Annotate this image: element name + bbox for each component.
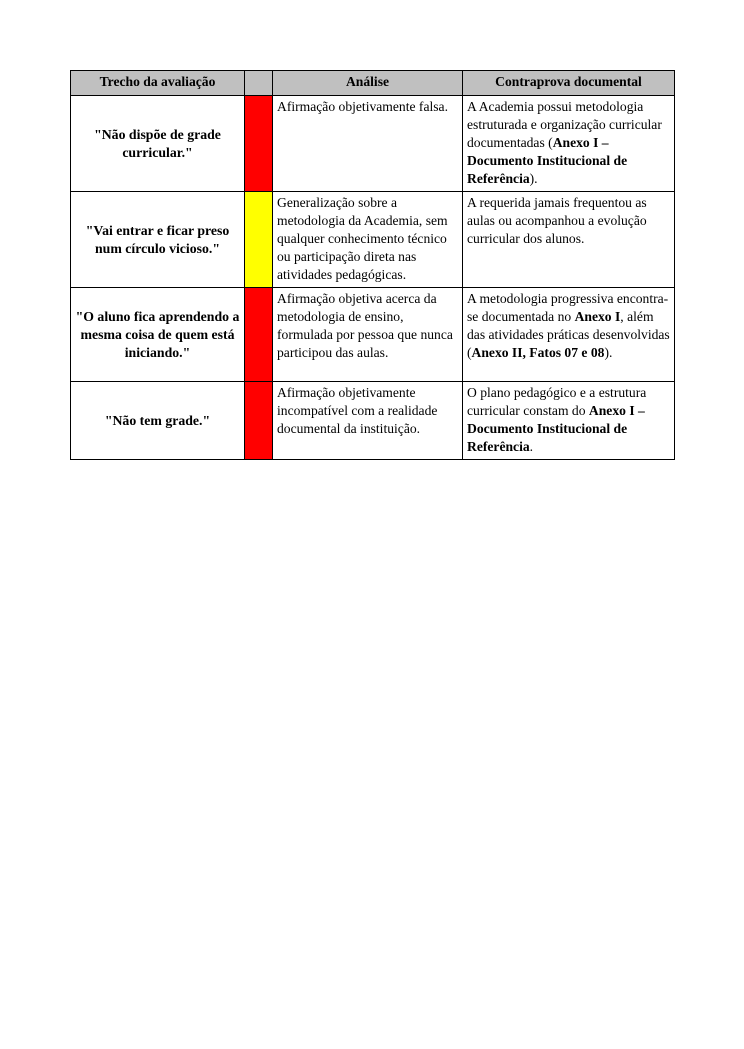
header-analise: Análise [273, 71, 463, 96]
document-reference: Anexo I – Documento Institucional de Referência [467, 135, 628, 186]
contraprova-text: . [529, 439, 534, 454]
header-indicator [245, 71, 273, 96]
trecho-cell: "Não dispõe de grade curricular." [71, 96, 245, 192]
table-row [71, 192, 675, 288]
table-row [71, 288, 675, 382]
analise-cell: Afirmação objetiva acerca da metodologia de ensino, formulada por pessoa que nunca participou das aulas. [273, 288, 463, 382]
contraprova-cell [463, 288, 675, 382]
header-trecho: Trecho da avaliação [71, 71, 245, 96]
trecho-cell: "Vai entrar e ficar preso num círculo vicioso." [71, 192, 245, 288]
contraprova-text: ). [529, 171, 538, 186]
contraprova-text: O plano pedagógico e a estrutura curricular constam do [467, 385, 647, 418]
evaluation-table [70, 70, 675, 460]
document-reference: Anexo I – Documento Institucional de Referência [467, 403, 645, 454]
contraprova-text: A metodologia progressiva encontra-se documentada no [467, 291, 669, 324]
indicator-cell [245, 382, 273, 460]
contraprova-text: A Academia possui metodologia estruturada e organização curricular documentadas ( [467, 99, 662, 150]
header-contraprova: Contraprova documental [463, 71, 675, 96]
document-reference: Anexo II, Fatos 07 e 08 [471, 345, 605, 360]
table-row [71, 96, 675, 192]
contraprova-text: A requerida jamais frequentou as aulas ou acompanhou a evolução curricular dos alunos. [467, 195, 647, 246]
document-reference: Anexo I [574, 309, 621, 324]
indicator-cell [245, 96, 273, 192]
analise-cell: Afirmação objetivamente incompatível com a realidade documental da instituição. [273, 382, 463, 460]
table-row [71, 382, 675, 460]
contraprova-cell [463, 96, 675, 192]
analise-cell: Afirmação objetivamente falsa. [273, 96, 463, 192]
trecho-cell: "Não tem grade." [71, 382, 245, 460]
contraprova-cell [463, 192, 675, 288]
contraprova-cell [463, 382, 675, 460]
trecho-cell: "O aluno fica aprendendo a mesma coisa de quem está iniciando." [71, 288, 245, 382]
indicator-cell [245, 192, 273, 288]
analise-cell: Generalização sobre a metodologia da Academia, sem qualquer conhecimento técnico ou participação direta nas atividades pedagógicas. [273, 192, 463, 288]
contraprova-text: ). [604, 345, 613, 360]
contraprova-text: , além das atividades práticas desenvolvidas ( [467, 309, 670, 360]
table-header-row [71, 71, 675, 96]
indicator-cell [245, 288, 273, 382]
